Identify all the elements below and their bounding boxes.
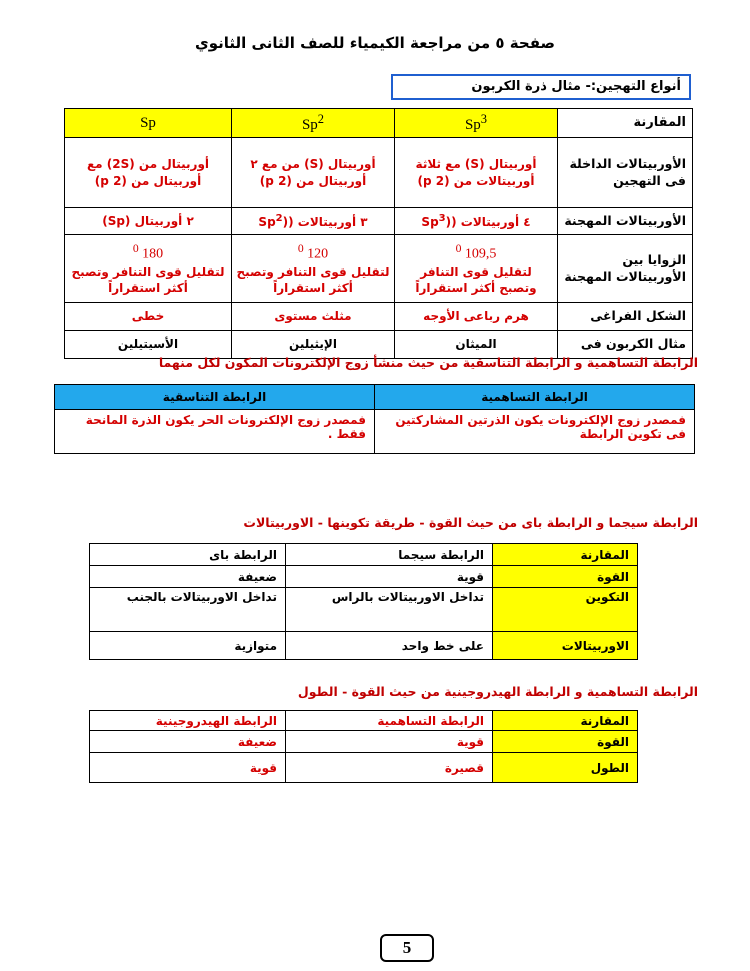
- pi-cell: الرابطة باى: [90, 544, 286, 566]
- covalent-coordinate-table: [54, 384, 695, 454]
- sigma-pi-table: [89, 543, 638, 660]
- covalent-hydrogen-table: [89, 710, 638, 783]
- sp3-hybrid-text: ٤ أوربيتالات ((Sp: [421, 214, 531, 229]
- covalent-hydrogen-heading: الرابطة التساهمية و الرابطة الهيدروجينية من حيث القوة - الطول: [297, 684, 698, 699]
- sp3-orbitals-line2: أوربيتالات من (2 p): [417, 173, 535, 188]
- sp2-angle: [232, 235, 395, 303]
- sp-orbitals-line2: أوربيتال من (2 p): [94, 173, 202, 188]
- sp-angle-reason-2: أكثر استقراراً: [108, 281, 188, 296]
- sp3-angle-value: 109,5: [464, 246, 497, 262]
- table-row: [65, 208, 693, 235]
- sp-angle-value: 180: [142, 246, 164, 262]
- table-row: [65, 303, 693, 331]
- sp2-angle-reason-1: لتقليل قوى التنافر وتصبح: [236, 265, 390, 280]
- page-header: صفحة ٥ من مراجعة الكيمياء للصف الثانى الثانوي: [195, 34, 555, 52]
- col-sp2-sup: 2: [317, 111, 325, 126]
- col-covalent: الرابطة التساهمية: [375, 385, 695, 410]
- sp3-hybrid: [395, 208, 558, 235]
- hydrogen-cell: الرابطة الهيدروجينية: [90, 711, 286, 731]
- table-row: [90, 711, 638, 731]
- sigma-cell: قوية: [286, 566, 493, 588]
- degree-mark: 0: [132, 241, 139, 255]
- col-sp3-sup: 3: [480, 111, 488, 126]
- row-label: القوة: [493, 731, 638, 753]
- sp2-hybrid: [232, 208, 395, 235]
- sigma-pi-heading: الرابطة سيجما و الرابطة باى من حيث القوة - طريقة تكوينها - الاوربيتالات: [243, 515, 698, 530]
- covalent-coordinate-heading: الرابطة التساهمية و الرابطة التناسقية من حيث منشأ زوج الإلكترونات المكون لكل منهما: [158, 355, 698, 370]
- sp3-hybrid-sup: 3: [438, 212, 446, 224]
- sp2-angle-value: 120: [307, 246, 329, 262]
- covalent-cell: الرابطة التساهمية: [286, 711, 493, 731]
- sp-orbitals-line1: أوربيتال من (2S) مع: [86, 157, 210, 172]
- row-label: الطول: [493, 753, 638, 783]
- row-label: المقارنة: [493, 711, 638, 731]
- sigma-cell: الرابطة سيجما: [286, 544, 493, 566]
- sp2-hybrid-sup: 2: [275, 212, 283, 224]
- sp3-orbitals: [395, 138, 558, 208]
- sp3-angle-reason-1: لتقليل قوى التنافر: [420, 265, 532, 280]
- table-row: [90, 566, 638, 588]
- hydrogen-cell: قوية: [90, 753, 286, 783]
- pi-cell: متوازية: [90, 632, 286, 660]
- sp2-orbitals-line1: أوربيتال (S) من مع ٢: [250, 157, 376, 172]
- sp3-shape: هرم رباعى الأوجه: [395, 303, 558, 331]
- coordinate-text: فمصدر زوج الإلكترونات الحر يكون الذرة المانحة فقط .: [55, 410, 375, 454]
- sp3-example: الميثان: [395, 331, 558, 359]
- page-number: 5: [380, 934, 434, 962]
- sp2-angle-reason-2: أكثر استقراراً: [273, 281, 353, 296]
- sigma-cell: تداخل الاوربيتالات بالراس: [286, 588, 493, 632]
- sp-shape: خطى: [65, 303, 232, 331]
- sp2-hybrid-text: ٣ أوربيتالات ((Sp: [258, 214, 368, 229]
- sp2-orbitals-line2: أوربيتال من (2 p): [259, 173, 367, 188]
- row-label: المقارنة: [493, 544, 638, 566]
- table-row: [65, 235, 693, 303]
- pi-cell: ضعيفة: [90, 566, 286, 588]
- pi-cell: تداخل الاوربيتالات بالجنب: [90, 588, 286, 632]
- covalent-cell: قوية: [286, 731, 493, 753]
- sp3-angle: [395, 235, 558, 303]
- col-sp: Sp: [65, 109, 232, 138]
- sp-angle: [65, 235, 232, 303]
- col-coordinate: الرابطة التناسقية: [55, 385, 375, 410]
- row-label: التكوين: [493, 588, 638, 632]
- sigma-cell: على خط واحد: [286, 632, 493, 660]
- col-sp2-label: Sp: [301, 116, 318, 133]
- degree-mark: 0: [297, 241, 304, 255]
- row-label-hybrid: الأوربيتالات المهجنة: [558, 208, 693, 235]
- table-row: [90, 731, 638, 753]
- covalent-cell: قصيرة: [286, 753, 493, 783]
- sp3-angle-reason-2: وتصبح أكثر استقراراً: [415, 281, 537, 296]
- row-label: الاوربيتالات: [493, 632, 638, 660]
- table-row: [65, 109, 693, 138]
- table-row: [90, 632, 638, 660]
- sp-orbitals: [65, 138, 232, 208]
- sp3-orbitals-line1: أوربيتال (S) مع ثلاثة: [415, 157, 537, 172]
- sp2-example: الإيثيلين: [232, 331, 395, 359]
- row-label-orbitals: الأوربيتالات الداخلة فى التهجين: [558, 138, 693, 208]
- table-row: [90, 544, 638, 566]
- degree-mark: 0: [455, 241, 462, 255]
- sp2-shape: مثلث مستوى: [232, 303, 395, 331]
- sp-hybrid: ٢ أوربيتال (Sp): [65, 208, 232, 235]
- hybridization-table: [64, 108, 693, 359]
- row-label-shape: الشكل الفراغى: [558, 303, 693, 331]
- sp-angle-reason-1: لتقليل قوى التنافر وتصبح: [71, 265, 225, 280]
- sp2-orbitals: [232, 138, 395, 208]
- sp-example: الأسيتيلين: [65, 331, 232, 359]
- table-row: [55, 385, 695, 410]
- hybridization-section-title: أنواع التهجين:- مثال ذرة الكربون: [391, 74, 691, 100]
- row-label: القوة: [493, 566, 638, 588]
- col-sp2: [232, 109, 395, 138]
- covalent-text: فمصدر زوج الإلكترونات يكون الذرتين المشاركتين فى تكوين الرابطة: [375, 410, 695, 454]
- table-row: [90, 588, 638, 632]
- hydrogen-cell: ضعيفة: [90, 731, 286, 753]
- col-sp3: [395, 109, 558, 138]
- row-label-angles: الزوايا بين الأوربيتالات المهجنة: [558, 235, 693, 303]
- table-row: [65, 138, 693, 208]
- table-row: [90, 753, 638, 783]
- row-label-example: مثال الكربون فى: [558, 331, 693, 359]
- table-row: [55, 410, 695, 454]
- corner-cell: المقارنة: [558, 109, 693, 138]
- col-sp3-label: Sp: [464, 116, 481, 133]
